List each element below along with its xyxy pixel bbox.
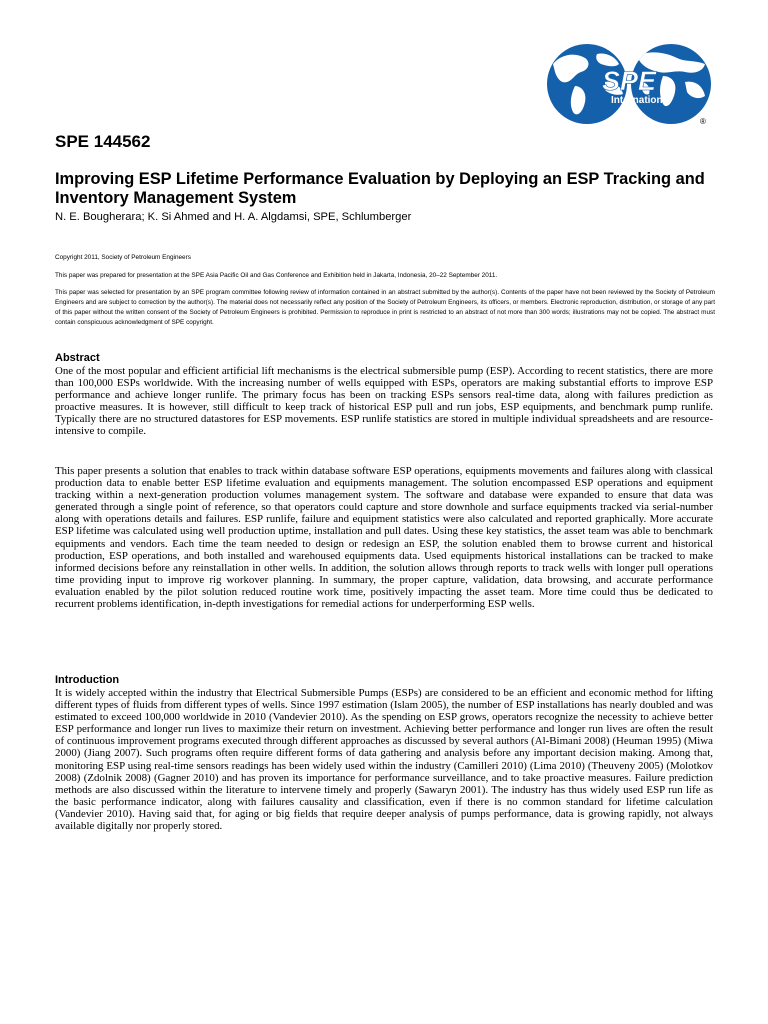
review-notice: This paper was selected for presentation by an SPE program committee following review of information contained in an abstract submitted by the author(s). Contents of the paper have not been reviewed by the Society of Petroleum Engineers and are subject to correction by the author(s). The material does not necessarily reflect any position of the Society of Petroleum Engineers, its officers, or members. Electronic reproduction, distribution, or storage of any part of this paper without the written consent of the Society of Petroleum Engineers is prohibited. Permission to reproduce in print is restricted to an abstract of not more than 300 words; illustrations may not be copied. The abstract must contain conspicuous acknowledgment of SPE copyright. bbox=[55, 289, 715, 326]
paper-authors: N. E. Bougherara; K. Si Ahmed and H. A. Algdamsi, SPE, Schlumberger bbox=[55, 211, 412, 223]
spe-international-logo bbox=[545, 42, 715, 126]
abstract-paragraph-1: One of the most popular and efficient artificial lift mechanisms is the electrical submersible pump (ESP). According to recent statistics, there are more than 100,000 ESPs worldwide. With the increasing number of wells equipped with ESPs, operators are making substantial efforts to improve ESP performance and achieve longer runlife. The primary focus has been on tracking ESPs sensors real-time data, along with failures prediction as proactive measures. It is however, still difficult to keep track of historical ESP pull and run jobs, ESP equipments, and benchmark pump runlife. Typically there are no structured datastores for ESP movements. ESP runlife statistics are stored in multiple individual spreadsheets and are resource-intensive to compile. bbox=[55, 365, 713, 438]
introduction-paragraph-1: It is widely accepted within the industry that Electrical Submersible Pumps (ESPs) are considered to be an efficient and economic method for lifting different types of fluids from different types of wells. Since 1997 estimation (Islam 2005), the number of ESP installations has nearly doubled and was estimated to exceed 100,000 worldwide in 2010 (Vandevier 2010). As the spending on ESP grows, operators recognize the necessity to achieve better ESP performance and longer run lives to maximize their return on investment. Achieving better performance and longer run lives are often the result of continuous improvement programs executed through different approaches as discussed by several authors (Al-Bimani 2008) (Heuman 1995) (Miwa 2000) (Jiang 2007). Such programs often require different forms of data gathering and analysis before any important decision making. Among that, monitoring ESP using real-time sensors readings has been widely used within the industry (Camilleri 2010) (Lima 2010) (Theuveny 2005) (Molotkov 2008) (Zdolnik 2008) (Gagner 2010) and has proven its importance for performance surveillance, and to take proactive measures. Failure prediction methods are also discussed within the literature to intervene timely and properly (Sawaryn 2001). The industry has thus widely used ESP run life as the basic performance indicator, along with failures causality and classification, even if there is no common standard for lifetime calculation (Vandevier 2010). Having said that, for aging or big fields that require deeper analysis of pumps performance, data is growing rapidly, not always available digitally nor properly stored. bbox=[55, 687, 713, 833]
logo-international-text: International bbox=[610, 95, 672, 106]
abstract-paragraph-2: This paper presents a solution that enables to track within database software ESP operations, equipments movements and failures along with classical production data to enable better ESP lifetime evaluation and equipments management. The solution encompassed ESP operations and equipment tracking within a next-generation production volumes management system. The software and database were expanded to ensure that data was generated through a single point of reference, so that operators could capture and store downhole and surface equipments tracked via serial-number along with operations details and failures. ESP runlife, failure and equipment statistics were also calculated and reported graphically. More accurate ESP lifetime was calculated using well production uptime, installation and pull dates. Using these key statistics, the asset team was able to benchmark equipments and vendors. Each time the team needed to design or redesign an ESP, the solution enabled them to browse current and historical production, ESP operations, and both installed and warehoused equipments data. Used equipments historical installations can be tracked to make informed decisions before any reinstallation in other wells. In addition, the solution allows through reports to track wells with longer pull operations time providing input to improve rig workover planning. In summary, the proper capture, validation, data browsing, and accurate performance evaluation enabled by the pilot solution reduced routine work time, positively impacting the asset team. More time could thus be dedicated to recurrent problems identification, in-depth investigations for remedial actions for underperforming ESP wells. bbox=[55, 465, 713, 611]
abstract-heading: Abstract bbox=[55, 352, 100, 364]
copyright-line: Copyright 2011, Society of Petroleum Engineers bbox=[55, 254, 191, 261]
logo-spe-text: SPE bbox=[601, 66, 657, 96]
introduction-heading: Introduction bbox=[55, 674, 120, 686]
logo-registered-mark: ® bbox=[700, 117, 706, 126]
presentation-note: This paper was prepared for presentation at the SPE Asia Pacific Oil and Gas Conference and Exhibition held in Jakarta, Indonesia, 20–22 September 2011. bbox=[55, 272, 498, 279]
paper-number: SPE 144562 bbox=[55, 132, 151, 151]
paper-title: Improving ESP Lifetime Performance Evaluation by Deploying an ESP Tracking and Inventory Management System bbox=[55, 170, 705, 207]
